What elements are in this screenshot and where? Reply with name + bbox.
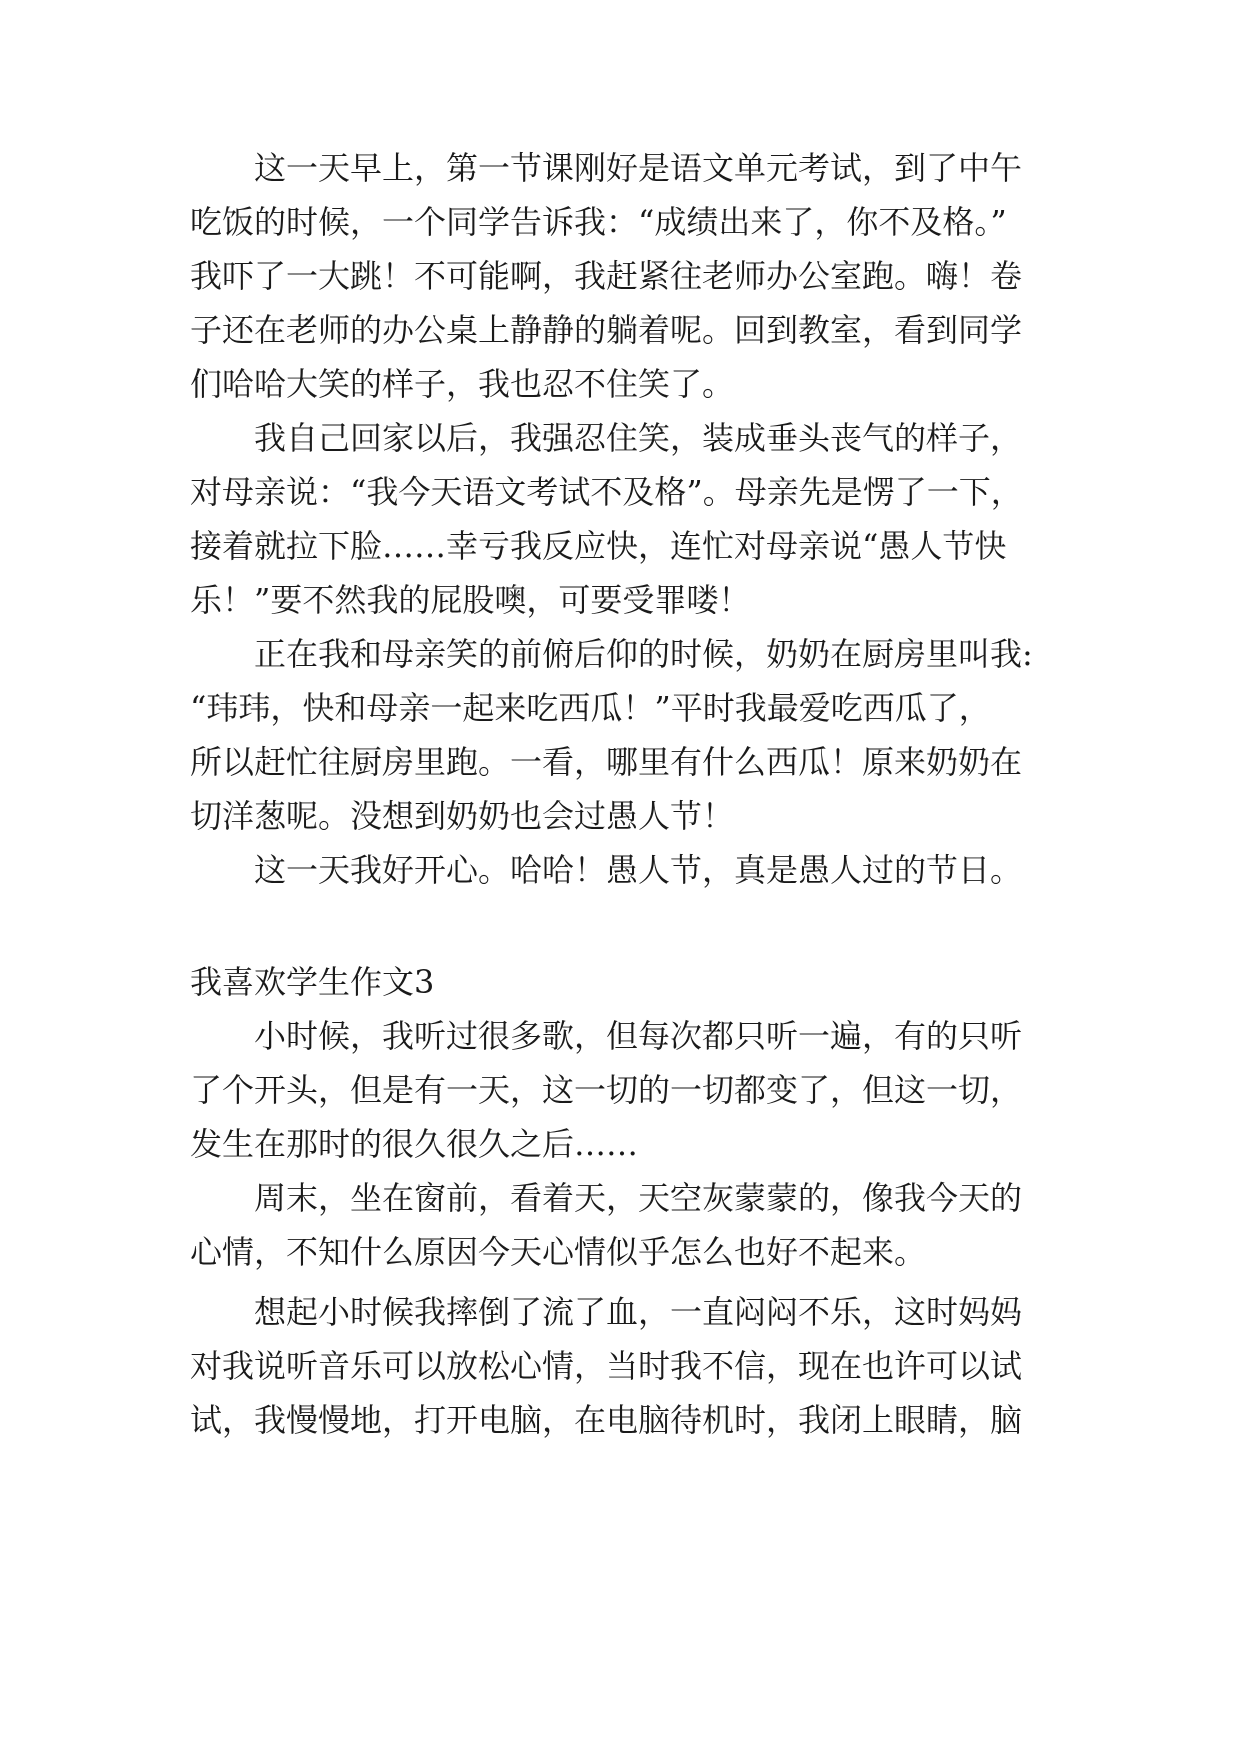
paragraph-line: 对母亲说：“我今天语文考试不及格”。母亲先是愣了一下， (190, 473, 1023, 511)
section-title: 我喜欢学生作文3 (190, 963, 435, 1001)
paragraph-line: 对我说听音乐可以放松心情，当时我不信，现在也许可以试 (190, 1347, 1023, 1385)
paragraph-line: 我自己回家以后，我强忍住笑，装成垂头丧气的样子， (254, 419, 1023, 457)
paragraph-line: 吃饭的时候，一个同学告诉我：“成绩出来了，你不及格。” (190, 203, 1007, 241)
paragraph-line: 切洋葱呢。没想到奶奶也会过愚人节！ (190, 797, 735, 835)
paragraph-line: 试，我慢慢地，打开电脑，在电脑待机时，我闭上眼睛，脑 (190, 1401, 1023, 1439)
paragraph-line: 小时候，我听过很多歌，但每次都只听一遍，有的只听 (254, 1017, 1023, 1055)
paragraph-line: 这一天我好开心。哈哈！愚人节，真是愚人过的节日。 (254, 851, 1023, 889)
paragraph-line: 想起小时候我摔倒了流了血，一直闷闷不乐，这时妈妈 (254, 1293, 1023, 1331)
paragraph-line: 子还在老师的办公桌上静静的躺着呢。回到教室，看到同学 (190, 311, 1023, 349)
paragraph-line: 这一天早上，第一节课刚好是语文单元考试，到了中午 (254, 149, 1023, 187)
paragraph-line: 所以赶忙往厨房里跑。一看，哪里有什么西瓜！原来奶奶在 (190, 743, 1023, 781)
paragraph-line: 心情，不知什么原因今天心情似乎怎么也好不起来。 (190, 1233, 927, 1271)
paragraph-line: “玮玮，快和母亲一起来吃西瓜！”平时我最爱吃西瓜了， (190, 689, 991, 727)
paragraph-line: 了个开头，但是有一天，这一切的一切都变了，但这一切， (190, 1071, 1023, 1109)
paragraph-line: 接着就拉下脸……幸亏我反应快，连忙对母亲说“愚人节快 (190, 527, 1007, 565)
paragraph-line: 们哈哈大笑的样子，我也忍不住笑了。 (190, 365, 735, 403)
paragraph-line: 周末，坐在窗前，看着天，天空灰蒙蒙的，像我今天的 (254, 1179, 1023, 1217)
paragraph-line: 发生在那时的很久很久之后…… (190, 1125, 639, 1163)
paragraph-line: 正在我和母亲笑的前俯后仰的时候，奶奶在厨房里叫我: (254, 635, 1033, 673)
paragraph-line: 我吓了一大跳！不可能啊，我赶紧往老师办公室跑。嗨！卷 (190, 257, 1023, 295)
paragraph-line: 乐！”要不然我的屁股噢，可要受罪喽！ (190, 581, 751, 619)
